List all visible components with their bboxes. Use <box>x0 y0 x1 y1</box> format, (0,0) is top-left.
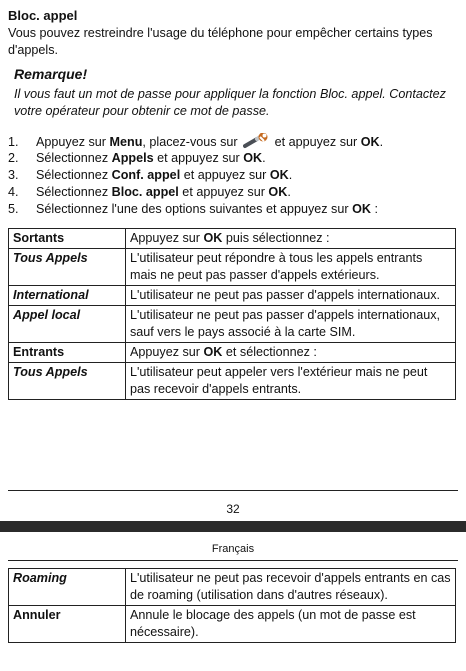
step-keyword: Conf. appel <box>111 168 181 182</box>
step-keyword: OK <box>268 185 288 199</box>
page-break-band <box>0 521 466 532</box>
table-row <box>9 569 456 606</box>
option-label: Annuler <box>9 606 126 643</box>
step-number: 5. <box>8 202 19 216</box>
step-text: . <box>379 135 384 149</box>
step-keyword: OK <box>243 151 263 165</box>
option-label: International <box>9 286 126 306</box>
table-row <box>9 286 456 306</box>
step-number: 4. <box>8 185 19 199</box>
option-description: L'utilisateur ne peut pas passer d'appels internationaux. <box>126 286 456 306</box>
step-text: Sélectionnez l'une des options suivantes et appuyez sur <box>36 202 353 216</box>
options-table <box>8 228 456 400</box>
option-keyword: OK <box>203 345 223 359</box>
option-keyword: OK <box>203 231 223 245</box>
step-text: Sélectionnez <box>36 168 112 182</box>
step-text: Sélectionnez <box>36 151 112 165</box>
option-text: et sélectionnez : <box>222 345 317 359</box>
table-row <box>9 306 456 343</box>
remark-body: Il vous faut un mot de passe pour appliquer la fonction Bloc. appel. Contactez votre opérateur pour obtenir ce mot de passe. <box>14 87 446 118</box>
table-row <box>9 606 456 643</box>
option-text: Appuyez sur <box>130 345 204 359</box>
step-keyword: Menu <box>109 135 143 149</box>
option-description <box>126 343 456 363</box>
option-label: Appel local <box>9 306 126 343</box>
step-keyword: OK <box>352 202 371 216</box>
step-text: et appuyez sur <box>180 168 270 182</box>
steps-list <box>8 133 460 218</box>
remark-title: Remarque! <box>14 66 88 82</box>
option-description: L'utilisateur peut appeler vers l'extérieur mais ne peut pas recevoir d'appels entrants. <box>126 363 456 400</box>
option-label: Entrants <box>9 343 126 363</box>
option-description: L'utilisateur ne peut pas recevoir d'appels entrants en cas de roaming (utilisation dans d'autres réseaux). <box>126 569 456 606</box>
section-intro: Vous pouvez restreindre l'usage du téléphone pour empêcher certains types d'appels. <box>8 26 433 57</box>
option-description <box>126 229 456 249</box>
option-description: L'utilisateur ne peut pas passer d'appels internationaux, sauf vers le pays associé à la carte SIM. <box>126 306 456 343</box>
step-text: . <box>262 151 266 165</box>
footer-divider <box>8 490 458 491</box>
step-text: . <box>288 168 293 182</box>
step-keyword: Bloc. appel <box>111 185 179 199</box>
header-divider <box>8 560 458 561</box>
table-row <box>9 343 456 363</box>
step-item <box>8 133 460 150</box>
step-keyword: OK <box>269 168 289 182</box>
step-text: et appuyez sur <box>271 135 361 149</box>
option-text: puis sélectionnez : <box>222 231 330 245</box>
option-description: L'utilisateur peut répondre à tous les appels entrants mais ne peut pas passer d'appels extérieurs. <box>126 249 456 286</box>
step-text: . <box>287 185 291 199</box>
options-table-continued <box>8 568 456 643</box>
section-title: Bloc. appel <box>8 8 78 23</box>
step-text: : <box>370 202 378 216</box>
page-number: 32 <box>226 502 240 516</box>
option-label: Roaming <box>9 569 126 606</box>
step-text: et appuyez sur <box>178 185 269 199</box>
step-item <box>8 201 460 218</box>
option-text: Appuyez sur <box>130 231 204 245</box>
step-item <box>8 184 460 201</box>
step-text: et appuyez sur <box>153 151 244 165</box>
option-label: Tous Appels <box>9 363 126 400</box>
step-number: 1. <box>8 135 19 149</box>
step-item <box>8 150 460 167</box>
step-text: Appuyez sur <box>36 135 110 149</box>
table-row <box>9 249 456 286</box>
language-header: Français <box>211 543 255 555</box>
step-number: 2. <box>8 151 19 165</box>
step-keyword: Appels <box>111 151 154 165</box>
step-number: 3. <box>8 168 19 182</box>
step-text: Sélectionnez <box>36 185 112 199</box>
step-text: , placez-vous sur <box>142 135 242 149</box>
table-row <box>9 229 456 249</box>
option-description: Annule le blocage des appels (un mot de passe est nécessaire). <box>126 606 456 643</box>
option-label: Sortants <box>9 229 126 249</box>
step-item <box>8 167 460 184</box>
wrench-icon <box>243 133 269 149</box>
step-keyword: OK <box>360 135 380 149</box>
option-label: Tous Appels <box>9 249 126 286</box>
table-row <box>9 363 456 400</box>
